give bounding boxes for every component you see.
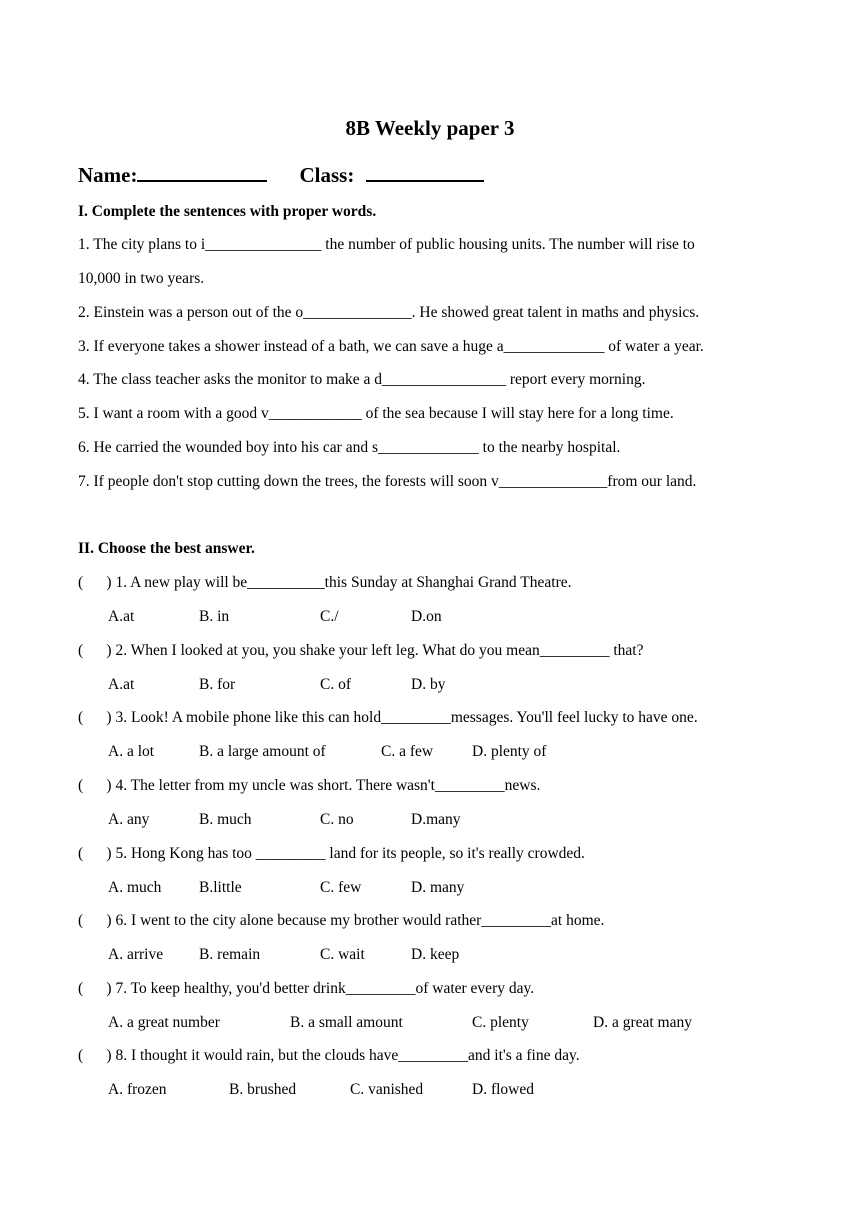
option-b: B.little	[199, 879, 242, 896]
question-options	[108, 1014, 788, 1034]
class-label: Class:	[299, 163, 355, 187]
section1-heading: I. Complete the sentences with proper words.	[78, 203, 377, 220]
section1-line: 5. I want a room with a good v____________ of the sea because I will stay here for a long time.	[78, 405, 674, 422]
option-c: C. vanished	[350, 1081, 424, 1098]
option-a: A. frozen	[108, 1081, 167, 1098]
question-options	[108, 811, 788, 831]
question-stem: ( ) 7. To keep healthy, you'd better drink_________of water every day.	[78, 980, 535, 997]
section1-line: 4. The class teacher asks the monitor to make a d________________ report every morning.	[78, 371, 646, 388]
option-a: A. much	[108, 879, 162, 896]
option-a: A. a great number	[108, 1014, 220, 1031]
question-stem: ( ) 6. I went to the city alone because my brother would rather_________at home.	[78, 912, 605, 929]
option-c: C. plenty	[472, 1014, 529, 1031]
option-d: D. keep	[411, 946, 460, 963]
option-c: C. few	[320, 879, 362, 896]
option-b: B. a small amount	[290, 1014, 403, 1031]
class-blank	[366, 158, 484, 182]
option-a: A. arrive	[108, 946, 164, 963]
section1-line: 1. The city plans to i_______________ the number of public housing units. The number will rise to	[78, 236, 695, 253]
option-d: D. many	[411, 879, 465, 896]
name-label: Name:	[78, 163, 138, 187]
section1-line: 6. He carried the wounded boy into his car and s_____________ to the nearby hospital.	[78, 439, 621, 456]
option-c: C. a few	[381, 743, 434, 760]
question-stem: ( ) 2. When I looked at you, you shake your left leg. What do you mean_________ that?	[78, 642, 644, 659]
option-c: C./	[320, 608, 339, 625]
question-options	[108, 676, 788, 696]
option-a: A. any	[108, 811, 150, 828]
option-a: A. a lot	[108, 743, 155, 760]
question-options	[108, 608, 788, 628]
section1-line: 3. If everyone takes a shower instead of a bath, we can save a huge a_____________ of water a year.	[78, 338, 704, 355]
option-c: C. wait	[320, 946, 365, 963]
question-stem: ( ) 1. A new play will be__________this Sunday at Shanghai Grand Theatre.	[78, 574, 572, 591]
option-b: B. much	[199, 811, 252, 828]
name-class-row	[78, 158, 484, 188]
question-options	[108, 1081, 788, 1101]
option-a: A.at	[108, 676, 135, 693]
option-d: D. flowed	[472, 1081, 534, 1098]
option-b: B. remain	[199, 946, 261, 963]
question-options	[108, 879, 788, 899]
option-c: C. of	[320, 676, 351, 693]
question-stem: ( ) 8. I thought it would rain, but the clouds have_________and it's a fine day.	[78, 1047, 580, 1064]
option-b: B. for	[199, 676, 236, 693]
option-d: D. plenty of	[472, 743, 547, 760]
question-options	[108, 743, 788, 763]
option-c: C. no	[320, 811, 354, 828]
section1-line: 7. If people don't stop cutting down the trees, the forests will soon v______________from our land.	[78, 473, 697, 490]
question-stem: ( ) 5. Hong Kong has too _________ land for its people, so it's really crowded.	[78, 845, 585, 862]
option-b: B. a large amount of	[199, 743, 326, 760]
page-title: 8B Weekly paper 3	[345, 116, 515, 140]
section1-line: 2. Einstein was a person out of the o______________. He showed great talent in maths and physics.	[78, 304, 700, 321]
question-options	[108, 946, 788, 966]
section1-line: 10,000 in two years.	[78, 270, 205, 287]
option-b: B. brushed	[229, 1081, 297, 1098]
option-d: D. a great many	[593, 1014, 692, 1031]
option-d: D. by	[411, 676, 446, 693]
question-stem: ( ) 3. Look! A mobile phone like this can hold_________messages. You'll feel lucky to have one.	[78, 709, 698, 726]
name-blank	[137, 158, 267, 182]
option-d: D.many	[411, 811, 461, 828]
option-a: A.at	[108, 608, 135, 625]
option-d: D.on	[411, 608, 442, 625]
option-b: B. in	[199, 608, 230, 625]
question-stem: ( ) 4. The letter from my uncle was short. There wasn't_________news.	[78, 777, 541, 794]
section2-heading: II. Choose the best answer.	[78, 540, 255, 557]
